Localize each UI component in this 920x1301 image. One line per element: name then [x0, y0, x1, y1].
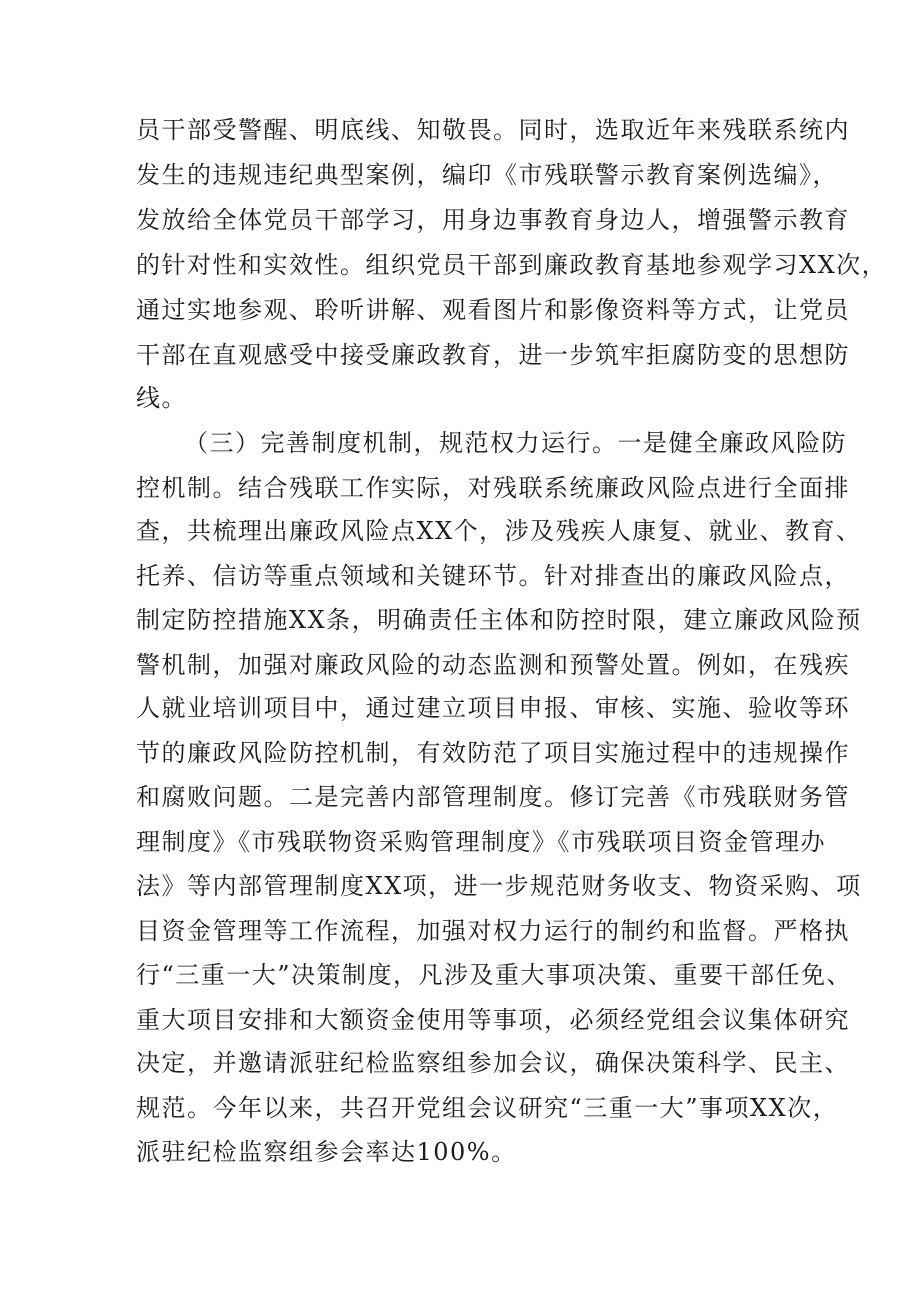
text-line: 员干部受警醒、明底线、知敬畏。同时，选取近年来残联系统内: [136, 116, 850, 144]
text-line: 决定，并邀请派驻纪检监察组参加会议，确保决策科学、民主、: [136, 1049, 850, 1077]
text-line: 节的廉政风险防控机制，有效防范了项目实施过程中的违规操作: [136, 739, 850, 767]
text-line: 干部在直观感受中接受廉政教育，进一步筑牢拒腐防变的思想防: [136, 341, 850, 369]
text-line: 线。: [136, 384, 187, 412]
text-line: 和腐败问题。二是完善内部管理制度。修订完善《市残联财务管: [136, 783, 850, 811]
text-line: 规范。今年以来，共召开党组会议研究“三重一大”事项XX次，: [136, 1094, 839, 1122]
text-line: 发生的违规违纪典型案例，编印《市残联警示教育案例选编》，: [136, 161, 838, 189]
section-heading-line: （三）完善制度机制，规范权力运行。一是健全廉政风险防: [184, 429, 847, 457]
text-line: 托养、信访等重点领域和关键环节。针对排查出的廉政风险点，: [136, 562, 850, 590]
text-line: 控机制。结合残联工作实际，对残联系统廉政风险点进行全面排: [136, 474, 850, 502]
text-line: 发放给全体党员干部学习，用身边事教育身边人，增强警示教育: [136, 206, 850, 234]
text-line: 通过实地参观、聆听讲解、观看图片和影像资料等方式，让党员: [136, 296, 850, 324]
text-line: 行“三重一大”决策制度，凡涉及重大事项决策、重要干部任免、: [136, 961, 853, 989]
text-line: 查，共梳理出廉政风险点XX个，涉及残疾人康复、就业、教育、: [136, 517, 862, 545]
text-line: 警机制，加强对廉政风险的动态监测和预警处置。例如，在残疾: [136, 651, 850, 679]
text-line: 的针对性和实效性。组织党员干部到廉政教育基地参观学习XX次，: [136, 251, 888, 279]
text-line: 理制度》《市残联物资采购管理制度》《市残联项目资金管理办: [136, 828, 826, 856]
text-line: 派驻纪检监察组参会率达100%。: [136, 1138, 517, 1166]
text-line: 目资金管理等工作流程，加强对权力运行的制约和监督。严格执: [136, 917, 850, 945]
text-line: 重大项目安排和大额资金使用等事项，必须经党组会议集体研究: [136, 1006, 850, 1034]
text-line: 制定防控措施XX条，明确责任主体和防控时限，建立廉政风险预: [136, 606, 862, 634]
text-line: 人就业培训项目中，通过建立项目申报、审核、实施、验收等环: [136, 694, 850, 722]
text-line: 法》等内部管理制度XX项，进一步规范财务收支、物资采购、项: [136, 872, 862, 900]
